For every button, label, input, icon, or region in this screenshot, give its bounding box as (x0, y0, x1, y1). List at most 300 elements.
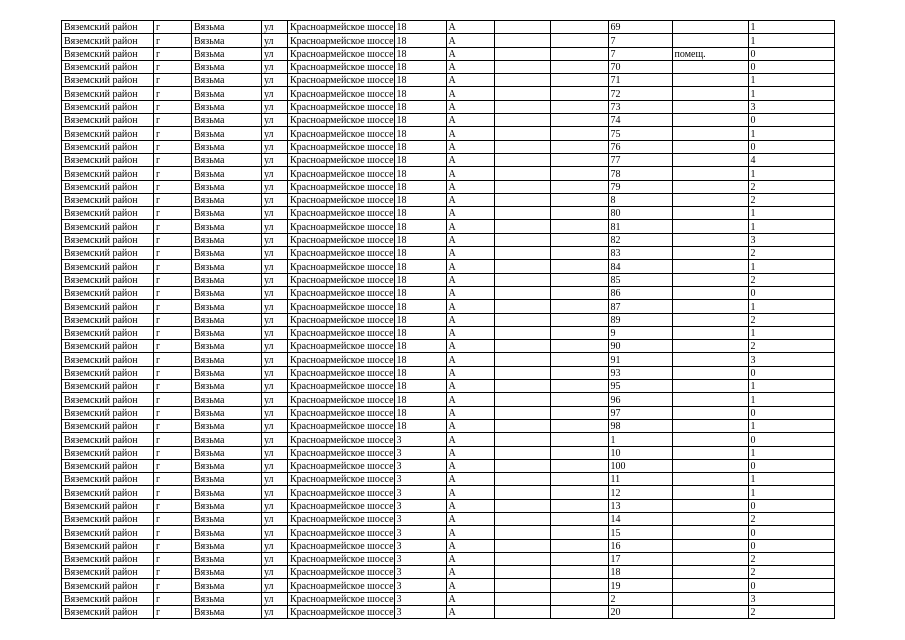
table-row (62, 446, 835, 459)
settlement-type-cell: г (154, 353, 192, 366)
district-cell: Вяземский район (62, 273, 154, 286)
settlement-type-cell: г (154, 140, 192, 153)
district-cell: Вяземский район (62, 260, 154, 273)
settlement-cell: Вязьма (192, 286, 262, 299)
empty-cell (494, 592, 550, 605)
table-row (62, 74, 835, 87)
empty-cell (550, 579, 608, 592)
settlement-cell: Вязьма (192, 473, 262, 486)
street-cell: Красноармейское шоссе (288, 579, 395, 592)
empty-cell (550, 273, 608, 286)
apartment-cell: 86 (608, 286, 672, 299)
empty-cell (494, 326, 550, 339)
block-cell: А (446, 446, 494, 459)
street-cell: Красноармейское шоссе (288, 87, 395, 100)
note-cell (672, 526, 748, 539)
apartment-cell: 83 (608, 247, 672, 260)
empty-cell (550, 606, 608, 619)
empty-cell (494, 419, 550, 432)
note-cell (672, 579, 748, 592)
district-cell: Вяземский район (62, 233, 154, 246)
empty-cell (550, 446, 608, 459)
note-cell (672, 552, 748, 565)
table-row (62, 233, 835, 246)
empty-cell (550, 21, 608, 34)
district-cell: Вяземский район (62, 60, 154, 73)
note-cell (672, 87, 748, 100)
empty-cell (550, 60, 608, 73)
district-cell: Вяземский район (62, 193, 154, 206)
table-row (62, 193, 835, 206)
settlement-cell: Вязьма (192, 499, 262, 512)
table-row (62, 592, 835, 605)
street-type-cell: ул (262, 380, 288, 393)
district-cell: Вяземский район (62, 326, 154, 339)
district-cell: Вяземский район (62, 87, 154, 100)
empty-cell (494, 433, 550, 446)
table-row (62, 473, 835, 486)
street-cell: Красноармейское шоссе (288, 512, 395, 525)
apartment-cell: 90 (608, 340, 672, 353)
count-cell: 2 (748, 247, 834, 260)
count-cell: 1 (748, 167, 834, 180)
count-cell: 0 (748, 286, 834, 299)
count-cell: 1 (748, 473, 834, 486)
count-cell: 1 (748, 446, 834, 459)
settlement-type-cell: г (154, 127, 192, 140)
note-cell (672, 446, 748, 459)
settlement-cell: Вязьма (192, 326, 262, 339)
table-row (62, 207, 835, 220)
street-type-cell: ул (262, 419, 288, 432)
settlement-type-cell: г (154, 313, 192, 326)
district-cell: Вяземский район (62, 21, 154, 34)
district-cell: Вяземский район (62, 114, 154, 127)
street-type-cell: ул (262, 286, 288, 299)
note-cell (672, 566, 748, 579)
house-cell: 3 (394, 486, 446, 499)
street-type-cell: ул (262, 579, 288, 592)
note-cell (672, 153, 748, 166)
house-cell: 18 (394, 273, 446, 286)
house-cell: 18 (394, 419, 446, 432)
empty-cell (550, 300, 608, 313)
empty-cell (550, 473, 608, 486)
note-cell: помещ. (672, 47, 748, 60)
house-cell: 18 (394, 300, 446, 313)
street-cell: Красноармейское шоссе (288, 60, 395, 73)
house-cell: 3 (394, 446, 446, 459)
table-row (62, 419, 835, 432)
count-cell: 1 (748, 220, 834, 233)
block-cell: А (446, 140, 494, 153)
empty-cell (494, 340, 550, 353)
settlement-cell: Вязьма (192, 419, 262, 432)
street-cell: Красноармейское шоссе (288, 153, 395, 166)
street-cell: Красноармейское шоссе (288, 566, 395, 579)
count-cell: 2 (748, 193, 834, 206)
count-cell: 1 (748, 393, 834, 406)
empty-cell (494, 300, 550, 313)
street-cell: Красноармейское шоссе (288, 340, 395, 353)
table-row (62, 167, 835, 180)
street-cell: Красноармейское шоссе (288, 140, 395, 153)
settlement-type-cell: г (154, 419, 192, 432)
block-cell: А (446, 406, 494, 419)
count-cell: 0 (748, 47, 834, 60)
apartment-cell: 79 (608, 180, 672, 193)
settlement-cell: Вязьма (192, 446, 262, 459)
block-cell: А (446, 127, 494, 140)
table-row (62, 433, 835, 446)
empty-cell (494, 393, 550, 406)
count-cell: 1 (748, 380, 834, 393)
count-cell: 0 (748, 366, 834, 379)
house-cell: 3 (394, 512, 446, 525)
note-cell (672, 340, 748, 353)
note-cell (672, 393, 748, 406)
empty-cell (550, 114, 608, 127)
district-cell: Вяземский район (62, 180, 154, 193)
table-row (62, 326, 835, 339)
empty-cell (494, 486, 550, 499)
house-cell: 18 (394, 207, 446, 220)
empty-cell (494, 114, 550, 127)
empty-cell (550, 100, 608, 113)
district-cell: Вяземский район (62, 473, 154, 486)
block-cell: А (446, 273, 494, 286)
street-type-cell: ул (262, 406, 288, 419)
street-cell: Красноармейское шоссе (288, 100, 395, 113)
note-cell (672, 220, 748, 233)
table-row (62, 87, 835, 100)
count-cell: 1 (748, 260, 834, 273)
apartment-cell: 19 (608, 579, 672, 592)
empty-cell (494, 366, 550, 379)
block-cell: А (446, 340, 494, 353)
block-cell: А (446, 300, 494, 313)
district-cell: Вяземский район (62, 220, 154, 233)
block-cell: А (446, 60, 494, 73)
house-cell: 18 (394, 220, 446, 233)
count-cell: 2 (748, 273, 834, 286)
settlement-cell: Вязьма (192, 220, 262, 233)
settlement-cell: Вязьма (192, 526, 262, 539)
empty-cell (550, 260, 608, 273)
street-cell: Красноармейское шоссе (288, 459, 395, 472)
street-type-cell: ул (262, 34, 288, 47)
settlement-cell: Вязьма (192, 100, 262, 113)
table-row (62, 60, 835, 73)
table-row (62, 393, 835, 406)
count-cell: 2 (748, 180, 834, 193)
apartment-cell: 14 (608, 512, 672, 525)
settlement-type-cell: г (154, 220, 192, 233)
street-type-cell: ул (262, 340, 288, 353)
house-cell: 18 (394, 100, 446, 113)
empty-cell (494, 180, 550, 193)
apartment-cell: 7 (608, 34, 672, 47)
apartment-cell: 8 (608, 193, 672, 206)
empty-cell (550, 220, 608, 233)
street-cell: Красноармейское шоссе (288, 380, 395, 393)
settlement-cell: Вязьма (192, 21, 262, 34)
table-row (62, 273, 835, 286)
street-cell: Красноармейское шоссе (288, 446, 395, 459)
street-type-cell: ул (262, 87, 288, 100)
street-cell: Красноармейское шоссе (288, 433, 395, 446)
settlement-type-cell: г (154, 247, 192, 260)
district-cell: Вяземский район (62, 74, 154, 87)
empty-cell (550, 326, 608, 339)
empty-cell (550, 552, 608, 565)
empty-cell (550, 433, 608, 446)
street-type-cell: ул (262, 273, 288, 286)
settlement-type-cell: г (154, 326, 192, 339)
empty-cell (550, 247, 608, 260)
district-cell: Вяземский район (62, 247, 154, 260)
empty-cell (550, 47, 608, 60)
settlement-cell: Вязьма (192, 393, 262, 406)
house-cell: 18 (394, 393, 446, 406)
empty-cell (550, 340, 608, 353)
count-cell: 0 (748, 114, 834, 127)
block-cell: А (446, 233, 494, 246)
house-cell: 18 (394, 353, 446, 366)
street-type-cell: ул (262, 552, 288, 565)
empty-cell (494, 552, 550, 565)
street-type-cell: ул (262, 47, 288, 60)
district-cell: Вяземский район (62, 566, 154, 579)
settlement-type-cell: г (154, 340, 192, 353)
empty-cell (550, 180, 608, 193)
street-cell: Красноармейское шоссе (288, 127, 395, 140)
street-cell: Красноармейское шоссе (288, 300, 395, 313)
empty-cell (550, 153, 608, 166)
count-cell: 1 (748, 419, 834, 432)
empty-cell (494, 247, 550, 260)
settlement-type-cell: г (154, 47, 192, 60)
table-row (62, 180, 835, 193)
settlement-type-cell: г (154, 114, 192, 127)
settlement-type-cell: г (154, 100, 192, 113)
street-type-cell: ул (262, 233, 288, 246)
block-cell: А (446, 260, 494, 273)
street-cell: Красноармейское шоссе (288, 313, 395, 326)
street-type-cell: ул (262, 526, 288, 539)
empty-cell (550, 366, 608, 379)
block-cell: А (446, 486, 494, 499)
street-type-cell: ул (262, 127, 288, 140)
house-cell: 3 (394, 499, 446, 512)
block-cell: А (446, 419, 494, 432)
block-cell: А (446, 366, 494, 379)
empty-cell (494, 512, 550, 525)
house-cell: 3 (394, 579, 446, 592)
apartment-cell: 17 (608, 552, 672, 565)
empty-cell (494, 406, 550, 419)
table-body (62, 21, 835, 619)
empty-cell (494, 193, 550, 206)
empty-cell (494, 313, 550, 326)
settlement-cell: Вязьма (192, 74, 262, 87)
settlement-cell: Вязьма (192, 153, 262, 166)
empty-cell (494, 539, 550, 552)
note-cell (672, 74, 748, 87)
street-cell: Красноармейское шоссе (288, 326, 395, 339)
settlement-type-cell: г (154, 539, 192, 552)
house-cell: 18 (394, 193, 446, 206)
apartment-cell: 7 (608, 47, 672, 60)
street-cell: Красноармейское шоссе (288, 393, 395, 406)
settlement-type-cell: г (154, 592, 192, 605)
house-cell: 3 (394, 526, 446, 539)
street-cell: Красноармейское шоссе (288, 419, 395, 432)
street-type-cell: ул (262, 60, 288, 73)
count-cell: 1 (748, 21, 834, 34)
street-type-cell: ул (262, 499, 288, 512)
house-cell: 18 (394, 340, 446, 353)
note-cell (672, 459, 748, 472)
note-cell (672, 326, 748, 339)
street-type-cell: ул (262, 167, 288, 180)
street-cell: Красноармейское шоссе (288, 233, 395, 246)
street-type-cell: ул (262, 446, 288, 459)
settlement-type-cell: г (154, 473, 192, 486)
note-cell (672, 286, 748, 299)
block-cell: А (446, 380, 494, 393)
empty-cell (550, 286, 608, 299)
table-row (62, 21, 835, 34)
street-cell: Красноармейское шоссе (288, 406, 395, 419)
note-cell (672, 606, 748, 619)
table-row (62, 353, 835, 366)
house-cell: 18 (394, 260, 446, 273)
note-cell (672, 592, 748, 605)
district-cell: Вяземский район (62, 100, 154, 113)
apartment-cell: 71 (608, 74, 672, 87)
house-cell: 18 (394, 140, 446, 153)
table-row (62, 552, 835, 565)
note-cell (672, 247, 748, 260)
apartment-cell: 13 (608, 499, 672, 512)
settlement-type-cell: г (154, 380, 192, 393)
street-type-cell: ул (262, 326, 288, 339)
street-type-cell: ул (262, 300, 288, 313)
street-cell: Красноармейское шоссе (288, 114, 395, 127)
house-cell: 18 (394, 326, 446, 339)
empty-cell (550, 393, 608, 406)
settlement-cell: Вязьма (192, 140, 262, 153)
block-cell: А (446, 552, 494, 565)
settlement-type-cell: г (154, 74, 192, 87)
empty-cell (494, 87, 550, 100)
apartment-cell: 11 (608, 473, 672, 486)
street-type-cell: ул (262, 114, 288, 127)
apartment-cell: 89 (608, 313, 672, 326)
block-cell: А (446, 47, 494, 60)
street-cell: Красноармейское шоссе (288, 353, 395, 366)
settlement-type-cell: г (154, 393, 192, 406)
apartment-cell: 96 (608, 393, 672, 406)
empty-cell (550, 140, 608, 153)
house-cell: 3 (394, 552, 446, 565)
note-cell (672, 433, 748, 446)
table-row (62, 247, 835, 260)
settlement-type-cell: г (154, 21, 192, 34)
block-cell: А (446, 34, 494, 47)
settlement-type-cell: г (154, 273, 192, 286)
district-cell: Вяземский район (62, 366, 154, 379)
count-cell: 1 (748, 74, 834, 87)
district-cell: Вяземский район (62, 592, 154, 605)
street-cell: Красноармейское шоссе (288, 167, 395, 180)
settlement-cell: Вязьма (192, 313, 262, 326)
table-row (62, 340, 835, 353)
count-cell: 0 (748, 579, 834, 592)
settlement-type-cell: г (154, 60, 192, 73)
table-row (62, 606, 835, 619)
empty-cell (494, 21, 550, 34)
block-cell: А (446, 313, 494, 326)
district-cell: Вяземский район (62, 446, 154, 459)
street-type-cell: ул (262, 207, 288, 220)
note-cell (672, 180, 748, 193)
table-row (62, 34, 835, 47)
house-cell: 3 (394, 606, 446, 619)
district-cell: Вяземский район (62, 153, 154, 166)
empty-cell (494, 260, 550, 273)
apartment-cell: 16 (608, 539, 672, 552)
empty-cell (494, 140, 550, 153)
block-cell: А (446, 539, 494, 552)
street-type-cell: ул (262, 153, 288, 166)
district-cell: Вяземский район (62, 300, 154, 313)
note-cell (672, 193, 748, 206)
apartment-cell: 15 (608, 526, 672, 539)
settlement-type-cell: г (154, 566, 192, 579)
settlement-type-cell: г (154, 486, 192, 499)
empty-cell (550, 74, 608, 87)
count-cell: 0 (748, 406, 834, 419)
note-cell (672, 366, 748, 379)
empty-cell (494, 459, 550, 472)
street-type-cell: ул (262, 247, 288, 260)
block-cell: А (446, 286, 494, 299)
house-cell: 3 (394, 566, 446, 579)
street-cell: Красноармейское шоссе (288, 592, 395, 605)
settlement-cell: Вязьма (192, 180, 262, 193)
settlement-type-cell: г (154, 180, 192, 193)
count-cell: 0 (748, 499, 834, 512)
note-cell (672, 406, 748, 419)
street-cell: Красноармейское шоссе (288, 473, 395, 486)
block-cell: А (446, 433, 494, 446)
street-cell: Красноармейское шоссе (288, 552, 395, 565)
empty-cell (494, 34, 550, 47)
settlement-cell: Вязьма (192, 260, 262, 273)
block-cell: А (446, 247, 494, 260)
street-type-cell: ул (262, 606, 288, 619)
empty-cell (494, 60, 550, 73)
block-cell: А (446, 193, 494, 206)
table-row (62, 406, 835, 419)
block-cell: А (446, 459, 494, 472)
table-row (62, 486, 835, 499)
house-cell: 18 (394, 21, 446, 34)
count-cell: 0 (748, 526, 834, 539)
count-cell: 0 (748, 433, 834, 446)
